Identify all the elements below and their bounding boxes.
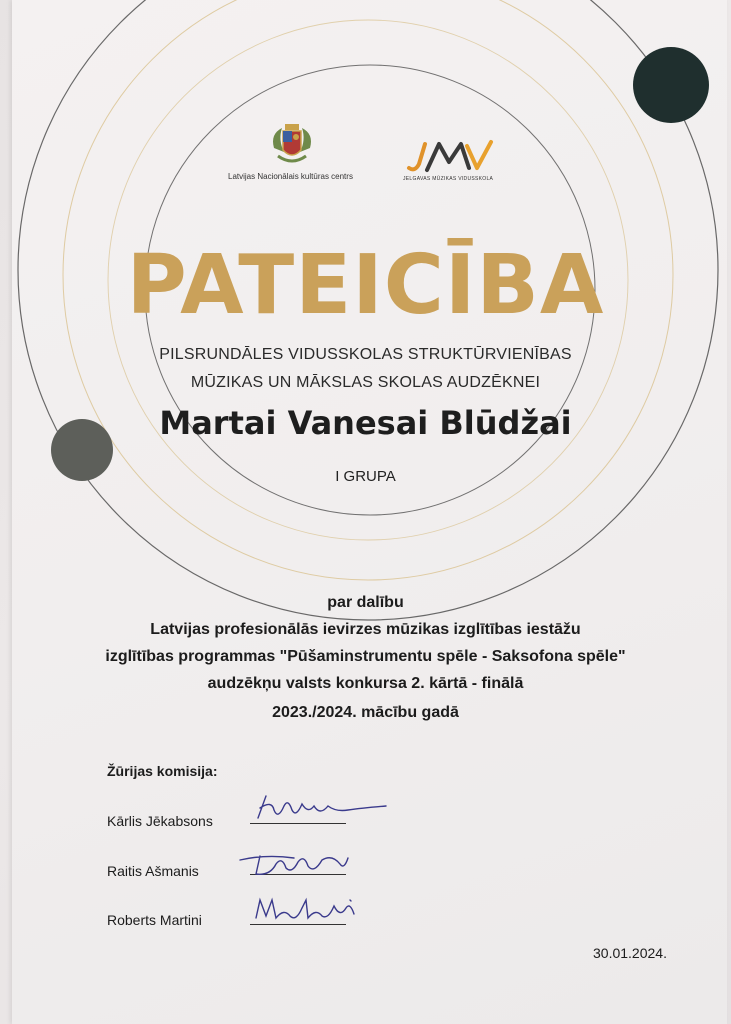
jury-member-1: Kārlis Jēkabsons [107, 813, 213, 829]
recipient-school-line1: PILSRUNDĀLES VIDUSSKOLAS STRUKTŪRVIENĪBAS [159, 346, 572, 363]
signature-3 [250, 894, 366, 928]
jury-member-2: Raitis Ašmanis [107, 863, 199, 879]
body-line-2: Latvijas profesionālās ievirzes mūzikas izglītības iestāžu [150, 621, 581, 638]
recipient-name: Martai Vanesai Blūdžai [159, 404, 572, 442]
jury-member-3: Roberts Martini [107, 912, 202, 928]
signature-1 [252, 792, 392, 828]
body-line-3: izglītības programmas "Pūšaminstrumentu spēle - Saksofona spēle" [105, 648, 626, 665]
recipient-school-line2: MŪZIKAS UN MĀKSLAS SKOLAS AUDZĒKNEI [190, 374, 541, 391]
coat-of-arms-logo [268, 122, 316, 168]
certificate-date: 30.01.2024. [593, 945, 667, 961]
body-line-5: 2023./2024. mācību gadā [272, 704, 459, 721]
certificate-title: PATEICĪBA [126, 238, 605, 333]
body-line-4: audzēkņu valsts konkursa 2. kārtā - finālā [207, 675, 524, 692]
right-logo-label: JELGAVAS MŪZIKAS VIDUSSKOLA [403, 176, 494, 182]
jmv-logo [405, 138, 497, 176]
signature-2 [236, 846, 356, 880]
left-logo-label: Latvijas Nacionālais kultūras centrs [228, 172, 353, 181]
body-line-1: par dalību [327, 594, 404, 611]
jury-title: Žūrijas komisija: [107, 763, 218, 779]
recipient-group: I GRUPA [335, 468, 396, 485]
